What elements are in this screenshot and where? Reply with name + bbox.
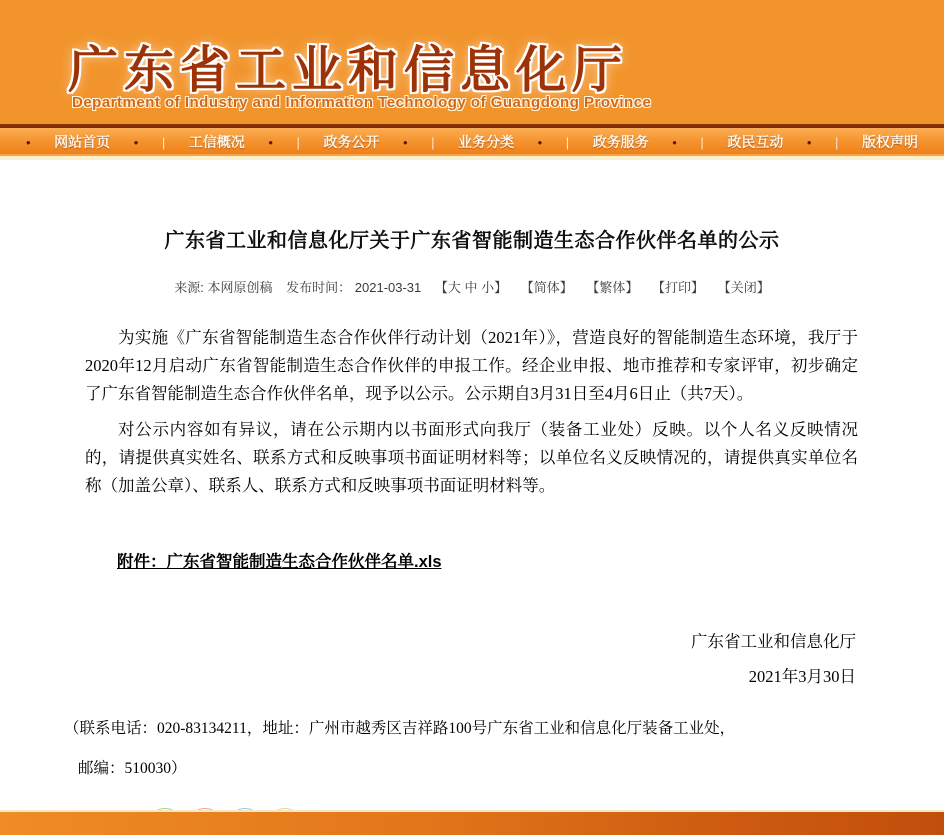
nav-item-gov-services[interactable]: 政务服务 (592, 134, 649, 150)
nav-separator-dot: • (672, 134, 677, 150)
article-meta (0, 277, 944, 296)
article-paragraph: 对公示内容如有异议，请在公示期内以书面形式向我厅（装备工业处）反映。以个人名义反映情况的，请提供真实姓名、联系方式和反映事项书面证明材料等；以单位名义反映情况的，请提供真实单位名称（加盖公章）、联系人、联系方式和反映事项书面证明材料等。 (85, 420, 858, 495)
contact-line-postcode: 邮编：510030） (78, 760, 187, 777)
article-publish-time: 发布时间： 2021-03-31 (286, 280, 422, 295)
article-signoff (0, 624, 856, 694)
nav-item-public-interaction[interactable]: 政民互动 (727, 134, 784, 150)
nav-item-business-categories[interactable]: 业务分类 (458, 134, 515, 150)
nav-separator-pipe: | (565, 134, 570, 150)
signature-department: 广东省工业和信息化厅 (691, 632, 856, 651)
nav-separator-pipe: | (296, 134, 300, 150)
article-title: 广东省工业和信息化厅关于广东省智能制造生态合作伙伴名单的公示 (164, 230, 780, 252)
nav-item-gov-disclosure[interactable]: 政务公开 (323, 134, 380, 150)
header-banner (0, 0, 944, 126)
contact-line-phone-address: （联系电话：020-83134211，地址：广州市越秀区吉祥路100号广东省工业和信息化厅装备工业处， (64, 720, 736, 737)
nav-item-copyright[interactable]: 版权声明 (861, 134, 918, 150)
nav-separator-pipe: | (431, 134, 435, 150)
article-paragraph: 为实施《广东省智能制造生态合作伙伴行动计划（2021年）》，营造良好的智能制造生态环境，我厅于2020年12月启动广东省智能制造生态合作伙伴的申报工作。经企业申报、地市推荐和专家评审，初步确定了广东省智能制造生态合作伙伴名单，现予以公示。公示期自3月31日至4月6日止（共7天）。 (85, 328, 858, 403)
nav-separator-dot: • (133, 134, 139, 150)
signature-date: 2021年3月30日 (748, 667, 856, 686)
close-button[interactable]: 【关闭】 (717, 280, 770, 295)
article-source: 来源: 本网原创稿 (174, 280, 273, 295)
nav-item-overview[interactable]: 工信概况 (188, 134, 245, 150)
nav-separator-dot: • (402, 134, 408, 150)
attachment-link[interactable]: 附件：广东省智能制造生态合作伙伴名单.xls (117, 553, 442, 571)
nav-separator-pipe: | (700, 134, 704, 150)
nav-bottom-divider (0, 156, 944, 160)
contact-info (64, 716, 904, 782)
nav-separator-dot: • (537, 134, 543, 150)
nav-separator-pipe: | (835, 134, 839, 150)
traditional-chinese-button[interactable]: 【繁体】 (586, 280, 639, 295)
site-title: 广东省工业和信息化厅 (68, 42, 628, 98)
article-body (85, 324, 858, 500)
nav-separator-dot: • (806, 134, 812, 150)
article-content (0, 224, 944, 835)
site-subtitle-english: Department of Industry and Information Technology of Guangdong Province (72, 94, 652, 111)
nav-separator-pipe: | (161, 134, 166, 150)
nav-separator-dot: • (26, 134, 31, 150)
print-button[interactable]: 【打印】 (652, 280, 705, 295)
nav-item-home[interactable]: 网站首页 (54, 134, 111, 150)
footer-bar (0, 810, 944, 835)
nav-separator-dot: • (268, 134, 273, 150)
font-size-control[interactable]: 【大 中 小】 (434, 280, 508, 295)
simplified-chinese-button[interactable]: 【简体】 (520, 280, 573, 295)
main-nav (0, 126, 944, 156)
